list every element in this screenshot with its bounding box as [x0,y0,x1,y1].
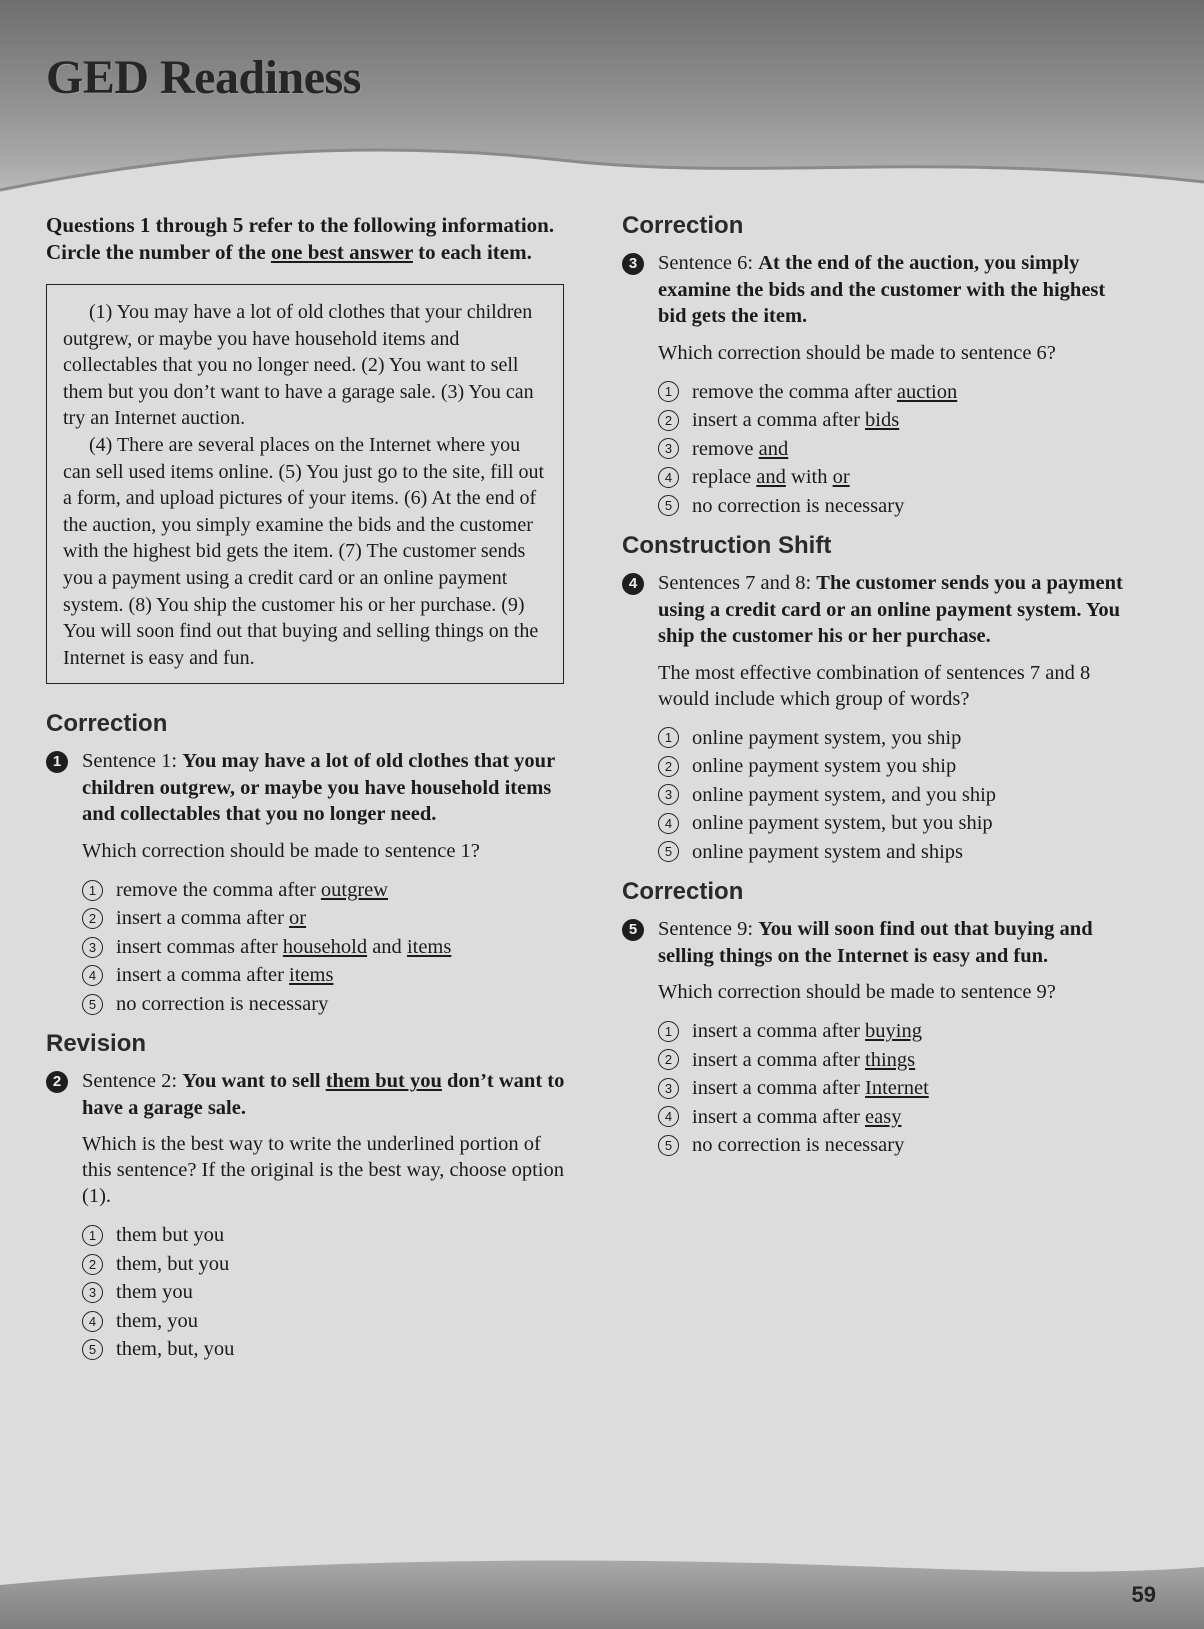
answer-option-5[interactable] [82,1335,566,1364]
option-underlined-word: buying [865,1020,922,1042]
option-number-circle[interactable]: 3 [658,438,679,459]
option-text [692,809,993,838]
option-text [692,435,788,464]
stem-label: Sentence 1: [82,750,183,773]
option-number-circle[interactable]: 4 [658,467,679,488]
option-underlined-word: and [758,437,789,460]
question-5-block [622,878,1134,1160]
option-underlined-word: auction [896,380,958,403]
question-4-block [622,532,1134,866]
question-stem [82,1068,566,1121]
option-number-circle[interactable]: 2 [82,908,103,929]
question-5 [622,916,1134,1160]
answer-option-3[interactable] [82,1278,566,1307]
option-text [692,492,904,521]
answer-option-2[interactable] [658,1046,1134,1075]
option-number-circle[interactable]: 4 [82,1311,103,1332]
option-underlined-word: household [282,935,368,958]
option-text-part: no correction is necessary [692,494,905,517]
question-number-badge: 2 [46,1071,68,1093]
answer-option-1[interactable] [658,724,1134,753]
option-text-part: them you [116,1281,193,1304]
option-number-circle[interactable]: 2 [658,410,679,431]
question-2 [46,1068,566,1364]
stem-sentence: The customer sends you a payment using a credit card or an online payment system. You ship the customer his or her purchase. [658,572,1123,647]
option-text [692,752,956,781]
stem-label: Sentence 9: [658,918,759,940]
question-stem [658,570,1134,650]
option-number-circle[interactable]: 1 [82,880,103,901]
option-number-circle[interactable]: 1 [82,1225,103,1246]
option-text-part: online payment system you ship [692,755,957,777]
option-text [116,961,333,990]
answer-option-5[interactable] [658,492,1134,521]
answer-option-4[interactable] [658,463,1134,492]
answer-option-3[interactable] [82,933,566,962]
answer-options [658,378,1134,521]
option-text-part: remove [692,437,759,460]
section-heading: Revision [46,1030,147,1058]
option-number-circle[interactable]: 5 [658,495,679,516]
page-title: GED Readiness [46,51,361,104]
passage-paragraph-1: (1) You may have a lot of old clothes that your children outgrew, or maybe you have household items and collectables that you no longer need. (2) You want to sell them but you don’t want to have a garage sale. (3) You can try an Internet auction. [63,301,534,430]
question-number-badge: 5 [622,919,644,941]
section-heading: Correction [46,710,168,738]
option-text-part: insert a comma after [692,1048,866,1071]
question-number-badge: 1 [46,751,68,773]
answer-option-1[interactable] [658,1017,1134,1046]
option-text [116,1307,198,1336]
option-text-part: with [785,466,833,488]
option-text [116,990,328,1019]
option-underlined-word: things [865,1048,916,1071]
answer-option-4[interactable] [658,809,1134,838]
option-number-circle[interactable]: 1 [658,1021,679,1042]
option-number-circle[interactable]: 3 [658,784,679,805]
question-4 [622,570,1134,866]
answer-option-1[interactable] [82,1221,566,1250]
question-prompt: Which is the best way to write the underlined portion of this sentence? If the original is the best way, choose option (1). [82,1133,565,1208]
question-1-block [46,710,566,1018]
directions-text: Questions 1 through 5 refer to the following information. Circle the number of the [46,213,555,264]
answer-option-5[interactable] [82,990,566,1019]
answer-option-4[interactable] [82,1307,566,1336]
option-text-part: remove the comma after [692,380,897,403]
option-text-part: insert commas after [116,935,283,958]
question-number-badge: 4 [622,573,644,595]
question-3 [622,250,1134,520]
stem-sentence: You will soon find out that buying and selling things on the Internet is easy and fun. [658,918,1093,967]
option-number-circle[interactable]: 5 [82,994,103,1015]
option-text-part: no correction is necessary [116,992,329,1015]
option-number-circle[interactable]: 1 [658,727,679,748]
option-underlined-word: or [289,907,307,930]
section-heading: Correction [622,878,744,905]
option-underlined-word: or [832,466,850,488]
answer-options [82,1221,566,1364]
header-curve-decoration [0,120,1204,220]
option-text [116,904,306,933]
answer-option-2[interactable] [82,1250,566,1279]
answer-option-4[interactable] [82,961,566,990]
answer-option-2[interactable] [658,406,1134,435]
question-prompt: The most effective combination of sentences 7 and 8 would include which group of words? [658,661,1091,710]
option-text-part: insert a comma after [116,907,290,930]
option-text-part: online payment system, you ship [692,726,962,749]
option-number-circle[interactable]: 2 [82,1254,103,1275]
option-text-part: insert a comma after [692,1020,866,1042]
question-prompt: Which correction should be made to sentence 6? [658,341,1056,364]
option-text-part: remove the comma after [116,878,321,901]
option-text [692,1131,904,1160]
answer-option-2[interactable] [82,904,566,933]
question-prompt: Which correction should be made to sentence 9? [658,981,1056,1003]
option-text-part: insert a comma after [692,1105,866,1128]
question-stem [658,916,1134,969]
option-text [692,724,961,753]
answer-option-3[interactable] [658,435,1134,464]
option-text [692,406,899,435]
answer-option-3[interactable] [658,781,1134,810]
option-number-circle[interactable]: 5 [658,841,679,862]
option-underlined-word: bids [865,409,900,431]
option-number-circle[interactable]: 4 [82,965,103,986]
option-text [116,1278,193,1307]
stem-sentence: At the end of the auction, you simply examine the bids and the customer with the highest bid gets the item. [658,252,1106,327]
option-number-circle[interactable]: 1 [658,381,679,402]
option-number-circle[interactable]: 2 [658,756,679,777]
option-text [692,781,996,810]
option-number-circle[interactable]: 3 [82,1282,103,1303]
option-underlined-word: and [756,466,786,488]
option-underlined-word: easy [865,1105,902,1128]
option-number-circle[interactable]: 5 [658,1135,679,1156]
option-text [692,1046,915,1075]
answer-option-5[interactable] [658,838,1134,867]
stem-text: don’t want to have a garage sale. [82,1070,565,1119]
answer-option-4[interactable] [658,1103,1134,1132]
answer-options [82,876,566,1019]
right-column [622,212,1134,1172]
stem-sentence: You may have a lot of old clothes that your children outgrew, or maybe you have household items and collectables that you no longer need. [82,750,555,826]
option-text [692,1074,929,1103]
option-text-part: them, but you [116,1252,230,1275]
stem-label: Sentences 7 and 8: [658,572,817,594]
option-text [692,1103,901,1132]
option-text-part: them but you [116,1224,225,1247]
option-text [692,1017,922,1046]
option-underlined-word: Internet [865,1077,929,1099]
question-2-block [46,1030,566,1364]
directions [46,212,566,266]
directions-text-end: to each item. [412,240,532,264]
option-text [116,1335,234,1364]
question-3-block [622,212,1134,520]
option-text-part: them, you [116,1309,198,1332]
option-number-circle[interactable]: 4 [658,1106,679,1127]
stem-underlined-portion: them but you [325,1070,442,1093]
option-text-part: online payment system and ships [692,840,964,863]
directions-underlined: one best answer [270,240,413,264]
answer-options [658,1017,1134,1160]
option-number-circle[interactable]: 2 [658,1049,679,1070]
question-number-badge: 3 [622,253,644,275]
answer-option-5[interactable] [658,1131,1134,1160]
footer-curve-decoration [0,1555,1204,1629]
option-underlined-word: items [289,964,334,987]
option-text-part: and [367,935,407,958]
question-prompt: Which correction should be made to sentence 1? [82,839,480,862]
option-text-part: no correction is necessary [692,1134,905,1156]
question-stem [658,250,1134,330]
section-heading: Correction [622,212,744,239]
option-text [116,1250,229,1279]
option-number-circle[interactable]: 4 [658,813,679,834]
answer-option-1[interactable] [82,876,566,905]
option-text-part: insert a comma after [116,964,290,987]
question-stem [82,748,566,828]
option-underlined-word: items [406,935,452,958]
option-text-part: replace [692,466,757,488]
answer-options [658,724,1134,867]
option-number-circle[interactable]: 5 [82,1339,103,1360]
option-text [116,933,451,962]
answer-option-2[interactable] [658,752,1134,781]
page-number: 59 [1131,1582,1156,1607]
left-column [46,212,566,1376]
option-text [692,838,963,867]
passage-paragraph-2: (4) There are several places on the Internet where you can sell used items online. (5) You just go to the site, fill out a form, and upload pictures of your items. (6) At the end of the auction, you simply examine the bids and the customer with the highest bid gets the item. (7) The customer sends you a payment using a credit card or an online payment system. (8) You ship the customer his or her purchase. (9) You will soon find out that buying and selling things on the Internet is easy and fun. [63,433,545,669]
option-text [116,876,388,905]
reading-passage-box [46,284,564,684]
option-underlined-word: outgrew [320,878,389,901]
answer-option-1[interactable] [658,378,1134,407]
stem-label: Sentence 6: [658,252,759,274]
section-heading: Construction Shift [622,532,832,559]
option-number-circle[interactable]: 3 [658,1078,679,1099]
option-text-part: online payment system, and you ship [692,783,997,806]
answer-option-3[interactable] [658,1074,1134,1103]
option-text [692,463,850,492]
option-text-part: online payment system, but you ship [692,812,993,834]
option-text [116,1221,224,1250]
option-number-circle[interactable]: 3 [82,937,103,958]
stem-label: Sentence 2: [82,1070,183,1093]
option-text [692,378,957,407]
option-text-part: them, but, you [116,1338,235,1361]
option-text-part: insert a comma after [692,409,866,431]
stem-text: You want to sell [182,1070,326,1093]
option-text-part: insert a comma after [692,1077,866,1099]
question-1 [46,748,566,1018]
